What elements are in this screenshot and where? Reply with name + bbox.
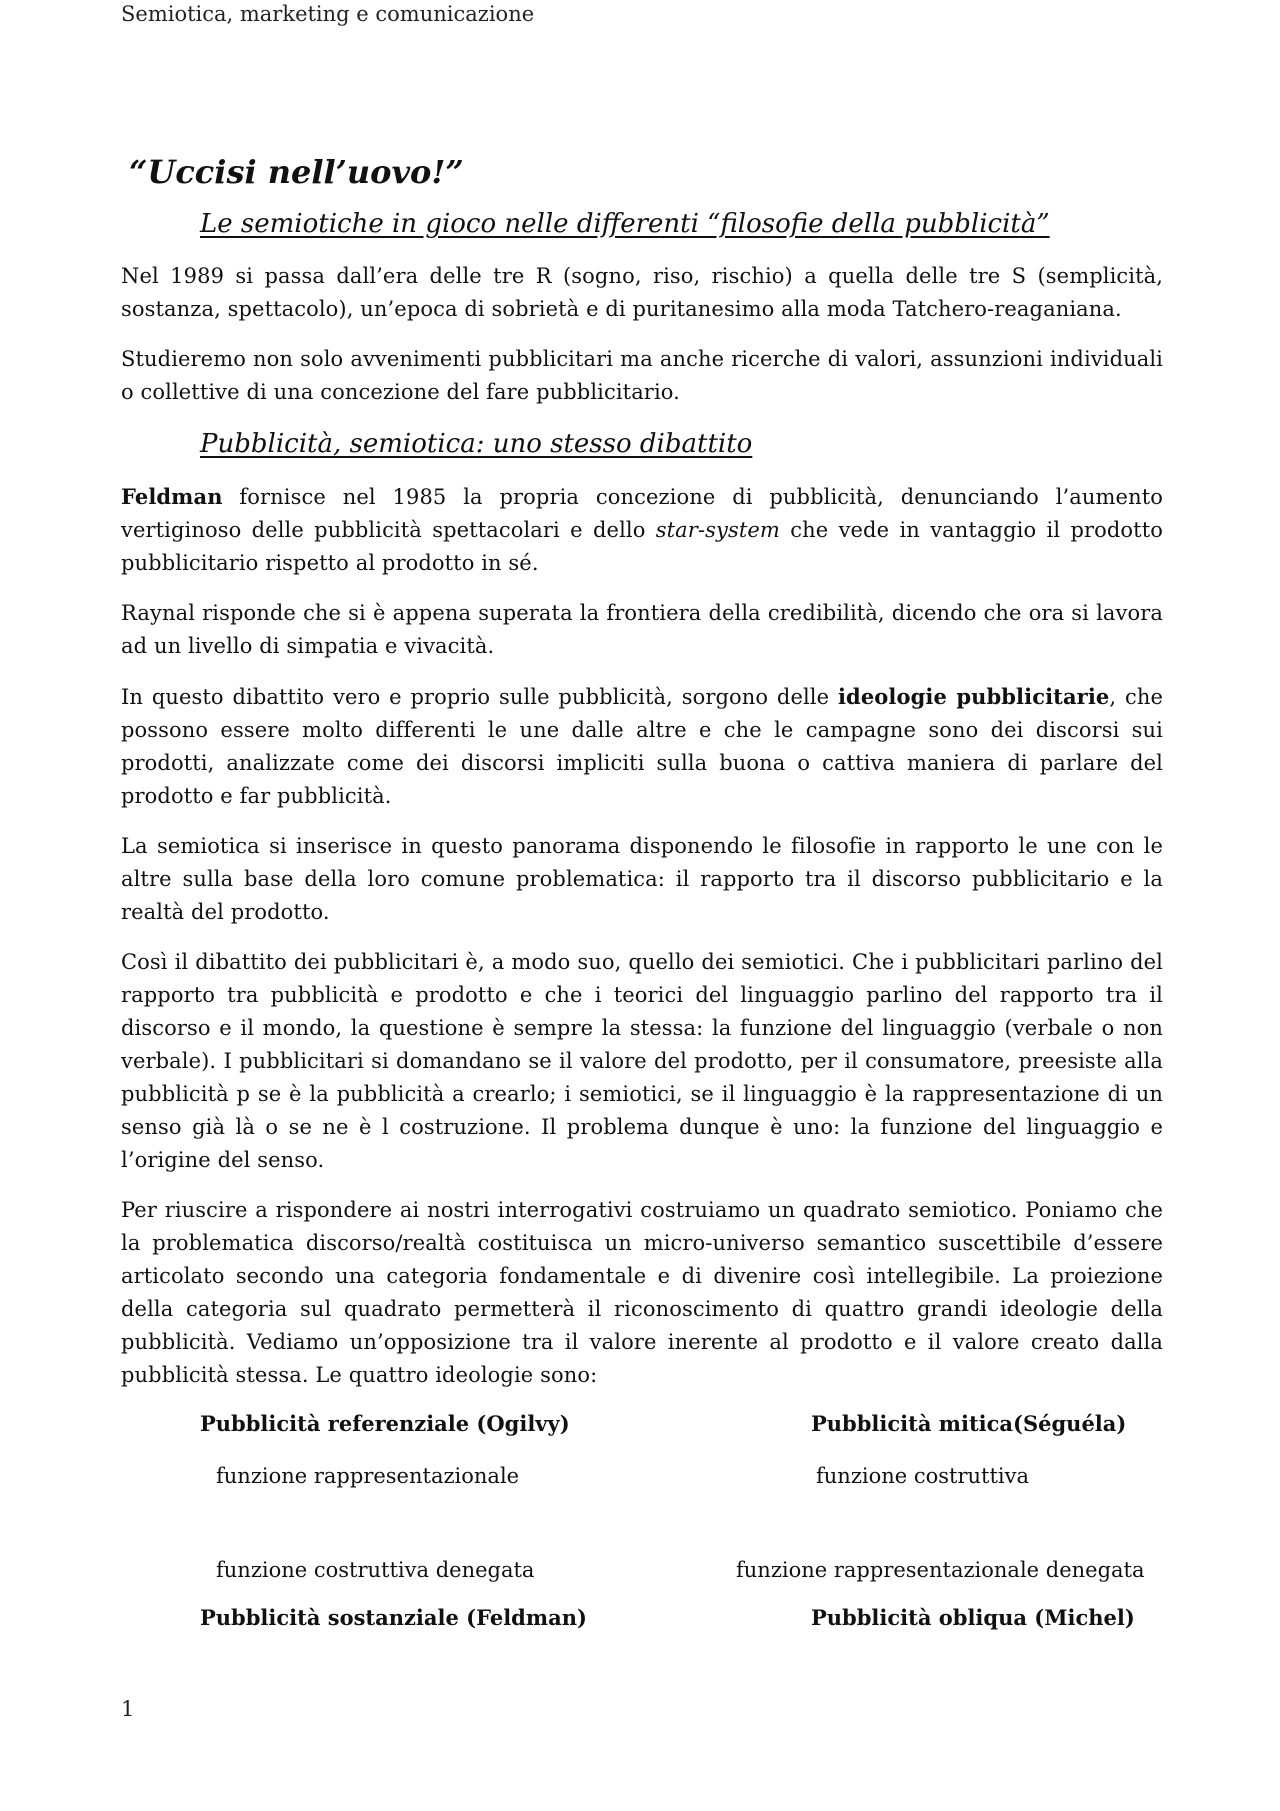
square-top-left-label: Pubblicità referenziale (Ogilvy) (200, 1411, 570, 1436)
feldman-text-b: che vede in vantaggio il prodotto pubblicitario rispetto al prodotto in sé. (121, 518, 1163, 575)
section-heading-filosofie: Le semiotiche in gioco nelle differenti “filosofie della pubblicità” (200, 209, 1050, 239)
ideologie-text-a: In questo dibattito vero e proprio sulle pubblicità, sorgono delle (121, 685, 838, 709)
star-system-term: star-system (655, 518, 780, 542)
document-title: “Uccisi nell’uovo!” (129, 153, 464, 191)
square-top-left-function: funzione rappresentazionale (216, 1464, 520, 1488)
paragraph-era-tre-r: Nel 1989 si passa dall’era delle tre R (sogno, riso, rischio) a quella delle tre S (semplicità, sostanza, spettacolo), un’epoca di sobrietà e di puritanesimo alla moda Tatchero-reaganiana. (121, 264, 1163, 321)
square-bottom-left-function: funzione costruttiva denegata (216, 1558, 535, 1582)
square-bottom-left-label: Pubblicità sostanziale (Feldman) (200, 1605, 587, 1630)
feldman-name: Feldman (121, 484, 223, 509)
paragraph-semiotica-panorama: La semiotica si inserisce in questo panorama disponendo le filosofie in rapporto le une con le altre sulla base della loro comune problematica: il rapporto tra il discorso pubblicitario e la realtà del prodotto. (121, 834, 1163, 924)
square-bottom-right-label: Pubblicità obliqua (Michel) (811, 1605, 1135, 1630)
running-header: Semiotica, marketing e comunicazione (121, 2, 535, 26)
ideologie-term: ideologie pubblicitarie (837, 684, 1110, 709)
paragraph-raynal: Raynal risponde che si è appena superata la frontiera della credibilità, dicendo che ora si lavora ad un livello di simpatia e vivacità. (121, 601, 1163, 658)
paragraph-studieremo: Studieremo non solo avvenimenti pubblicitari ma anche ricerche di valori, assunzioni individuali o collettive di una concezione del fare pubblicitario. (121, 347, 1163, 404)
paragraph-quadrato: Per riuscire a rispondere ai nostri interrogativi costruiamo un quadrato semiotico. Poniamo che la problematica discorso/realtà costituisca un micro-universo semantico suscettibile d’essere articolato secondo una categoria fondamentale e di divenire così intellegibile. La proiezione della categoria sul quadrato permetterà il riconoscimento di quattro grandi ideologie della pubblicità. Vediamo un’opposizione tra il valore inerente al prodotto e il valore creato dalla pubblicità stessa. Le quattro ideologie sono: (121, 1198, 1163, 1387)
paragraph-dibattito-semiotici: Così il dibattito dei pubblicitari è, a modo suo, quello dei semiotici. Che i pubblicitari parlino del rapporto tra pubblicità e prodotto e che i teorici del linguaggio parlino del rapporto tra il discorso e il mondo, la questione è sempre la stessa: la funzione del linguaggio (verbale o non verbale). I pubblicitari si domandano se il valore del prodotto, per il consumatore, preesiste alla pubblicità p se è la pubblicità a crearlo; i semiotici, se il linguaggio è la rappresentazione di un senso già là o se ne è l costruzione. Il problema dunque è uno: la funzione del linguaggio e l’origine del senso. (121, 950, 1163, 1172)
square-bottom-right-function: funzione rappresentazionale denegata (736, 1558, 1145, 1582)
section-heading-dibattito: Pubblicità, semiotica: uno stesso dibattito (200, 429, 753, 459)
page-number: 1 (121, 1697, 135, 1721)
feldman-text-a: fornisce nel 1985 la propria concezione di pubblicità, denunciando l’aumento vertiginoso delle pubblicità spettacolari e dello (121, 485, 1163, 542)
document-body (121, 150, 1163, 1649)
square-top-right-label: Pubblicità mitica(Séguéla) (811, 1411, 1127, 1436)
paragraph-ideologie (121, 680, 1163, 813)
paragraph-feldman (121, 480, 1163, 580)
ideologie-text-b: , che possono essere molto differenti le une dalle altre e che le campagne sono dei discorsi sui prodotti, analizzate come dei discorsi impliciti sulla buona o cattiva maniera di parlare del prodotto e far pubblicità. (121, 685, 1163, 808)
square-top-right-function: funzione costruttiva (816, 1464, 1030, 1488)
semiotic-square (121, 1409, 1163, 1649)
